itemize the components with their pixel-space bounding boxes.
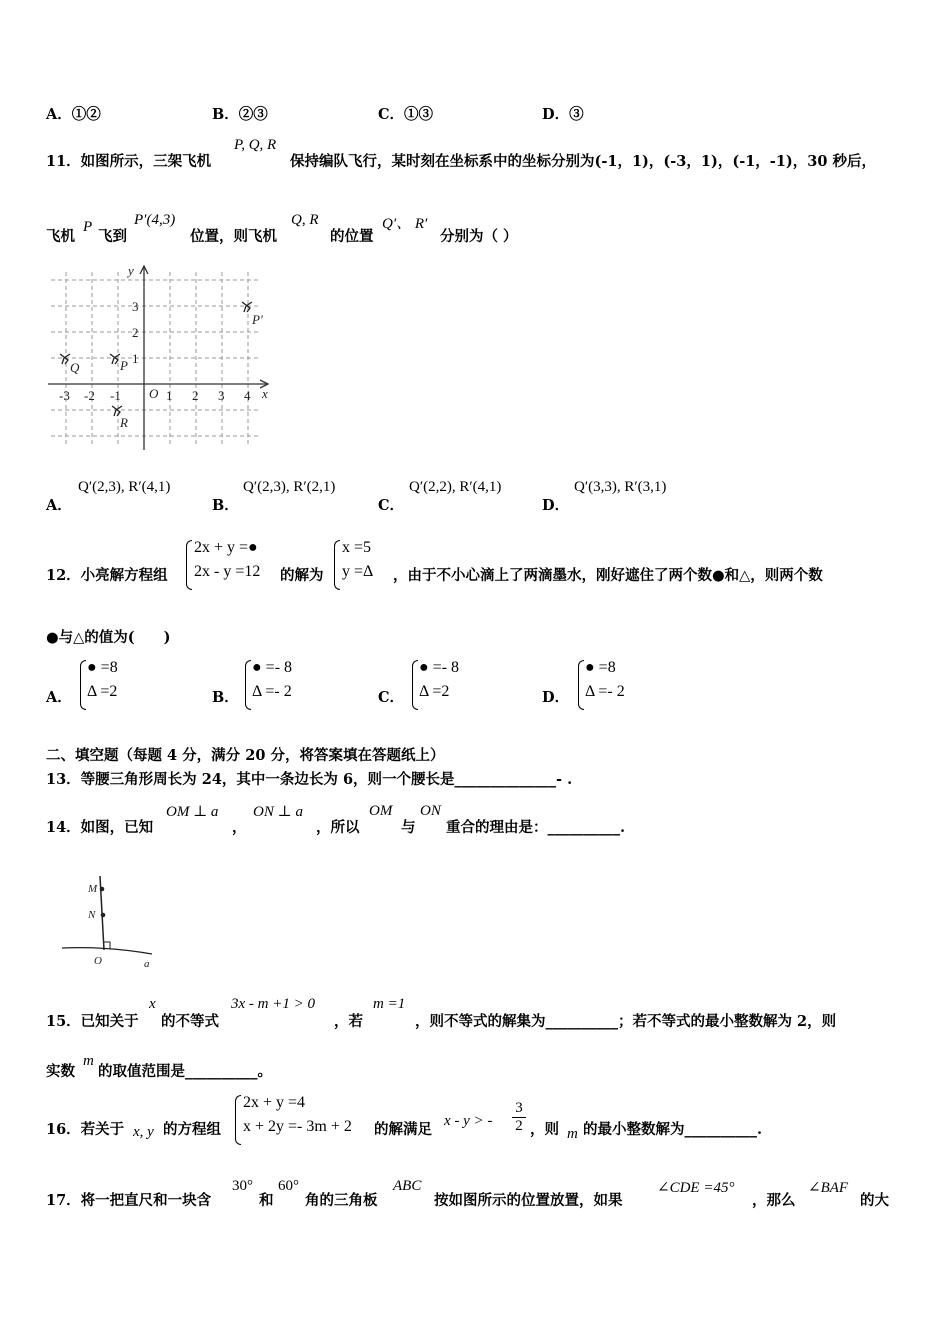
q14-om: OM (369, 803, 393, 819)
q16-denominator: 2 (512, 1117, 526, 1135)
plane-label-pprime: P′ (252, 312, 263, 327)
q12-text-c: ，由于不小心滴上了两滴墨水，刚好遮住了两个数●和△，则两个数 (393, 567, 823, 584)
q10-option-c: C．①③ (378, 106, 434, 123)
q14-figure (56, 872, 166, 972)
q12-system-brace (186, 540, 192, 590)
q12-text-a: 12．小亮解方程组 (46, 567, 168, 584)
q11-option-d-label: D． (542, 497, 570, 514)
q12-option-d-brace (578, 660, 584, 710)
q16-numerator: 3 (515, 1100, 523, 1116)
q14-comma: ， (232, 819, 247, 836)
q14-text-a: 14．如图，已知 (46, 819, 154, 836)
q16-text-e: 的最小整数解为__________. (583, 1121, 763, 1138)
q15-text-a: 15．已知关于 (46, 1013, 139, 1030)
q11-pqr: P, Q, R (234, 137, 277, 153)
q16-condition: x - y > - (444, 1113, 493, 1129)
q16-system (243, 1091, 352, 1139)
q16-eq2: x + 2y =- 3m + 2 (243, 1118, 352, 1135)
q12-eq2: 2x - y =12 (194, 563, 261, 580)
q12-option-c-row1: ● =- 8 (419, 659, 460, 676)
q16-xy: x, y (133, 1124, 154, 1140)
q17-angle-30: 30° (232, 1178, 253, 1194)
q12-option-b-row1: ● =- 8 (252, 659, 293, 676)
q11-pprime: P′(4,3) (134, 212, 176, 228)
q16-text-b: 的方程组 (163, 1121, 221, 1138)
plane-label-p: P (120, 358, 128, 373)
q17-angle-baf: ∠BAF (808, 1180, 849, 1196)
q12-option-d-label: D． (542, 689, 570, 706)
q11-option-d-value: Q′(3,3), R′(3,1) (574, 479, 667, 495)
q12-option-d-system (585, 656, 625, 704)
q11-line2-e: 分别为（ ） (440, 228, 518, 245)
q15-inequality: 3x - m +1 > 0 (231, 996, 315, 1012)
q14-on: ON (420, 803, 441, 819)
x-axis-label: x (262, 386, 268, 401)
q17-text-f: 的大 (860, 1192, 889, 1209)
section-2-heading: 二、填空题（每题 4 分，满分 20 分，将答案填在答题纸上） (46, 747, 445, 764)
q10-option-b: B．②③ (212, 106, 268, 123)
q17-text-d: 按如图所示的位置放置，如果 (434, 1192, 623, 1209)
q16-text-a: 16．若关于 (46, 1121, 125, 1138)
q15-text-f: 的取值范围是__________。 (98, 1063, 272, 1080)
q16-system-brace (235, 1095, 241, 1145)
tick-x-neg3: -3 (59, 388, 70, 403)
plane-label-q: Q (70, 360, 80, 375)
q12-option-c-brace (412, 660, 418, 710)
q16-eq1: 2x + y =4 (243, 1094, 306, 1111)
q11-line1-start: 11．如图所示，三架飞机 (46, 153, 212, 170)
q16-text-c: 的解满足 (374, 1121, 432, 1138)
q12-option-a-row2: Δ =2 (87, 683, 118, 700)
q14-om-perp-a: OM ⊥ a (166, 804, 219, 820)
q11-qr: Q, R (291, 212, 319, 228)
q14-fig-o: O (94, 955, 102, 967)
q17-text-e: ，那么 (752, 1192, 796, 1209)
q11-coordinate-graph (46, 262, 276, 452)
q12-option-d-row1: ● =8 (585, 659, 616, 676)
q15-text-b: 的不等式 (161, 1013, 219, 1030)
q11-option-c-value: Q′(2,2), R′(4,1) (409, 479, 502, 495)
q15-text-c: ，若 (334, 1013, 363, 1030)
tick-x-1: 1 (166, 388, 173, 403)
q15-m-value: m =1 (373, 996, 406, 1012)
q12-option-b-row2: Δ =- 2 (252, 683, 292, 700)
tick-y-1: 1 (132, 351, 139, 366)
q12-option-b-label: B． (212, 689, 239, 706)
q14-on-perp-a: ON ⊥ a (253, 804, 303, 820)
q17-text-a: 17．将一把直尺和一块含 (46, 1192, 212, 1209)
q12-system (194, 536, 260, 584)
q12-option-b-system (252, 656, 292, 704)
q15-x: x (149, 996, 156, 1012)
tick-y-2: 2 (132, 325, 139, 340)
q12-option-c-label: C． (378, 689, 405, 706)
q15-text-e: 实数 (46, 1063, 75, 1080)
q12-option-a-row1: ● =8 (87, 659, 118, 676)
q17-angle-60: 60° (278, 1178, 299, 1194)
q12-eq1: 2x + y =● (194, 539, 258, 556)
q17-text-c: 角的三角板 (305, 1192, 378, 1209)
tick-y-3: 3 (132, 299, 139, 314)
y-axis-label: y (128, 263, 134, 278)
tick-x-neg2: -2 (84, 388, 95, 403)
q12-option-d-row2: Δ =- 2 (585, 683, 625, 700)
tick-x-2: 2 (192, 388, 199, 403)
q11-line2-c: 位置，则飞机 (190, 228, 277, 245)
q11-option-c-label: C． (378, 497, 405, 514)
q16-text-d: ，则 (530, 1121, 559, 1138)
q11-line2-a: 飞机 (46, 228, 75, 245)
q12-solution (342, 536, 373, 584)
q11-qprime-rprime: Q′、 R′ (382, 216, 428, 232)
q14-fig-a: a (144, 958, 150, 970)
q11-line2-b: 飞到 (98, 228, 127, 245)
q11-option-b-value: Q′(2,3), R′(2,1) (243, 479, 336, 495)
q15-m: m (83, 1053, 94, 1069)
q17-text-b: 和 (259, 1192, 274, 1209)
q12-option-a-system (87, 656, 118, 704)
tick-x-3: 3 (218, 388, 225, 403)
q17-abc: ABC (393, 1178, 422, 1194)
q11-line1-end: 保持编队飞行，某时刻在坐标系中的坐标分别为(-1，1)，(-3，1)，(-1，-1)，30 秒后， (290, 153, 876, 170)
q14-fig-n: N (88, 909, 96, 921)
q16-fraction (512, 1100, 526, 1135)
q12-option-a-label: A． (46, 689, 72, 706)
q12-sol1: x =5 (342, 539, 372, 556)
q11-line2-d: 的位置 (330, 228, 374, 245)
origin-label: O (149, 386, 159, 401)
q14-text-c: 与 (401, 819, 416, 836)
q15-text-d: ，则不等式的解集为__________；若不等式的最小整数解为 2，则 (415, 1013, 837, 1030)
q13-text: 13．等腰三角形周长为 24，其中一条边长为 6，则一个腰长是______________- . (46, 771, 573, 788)
q12-option-a-brace (80, 660, 86, 710)
q12-solution-brace (334, 540, 340, 590)
q14-fig-m: M (88, 883, 98, 895)
q12-text-b: 的解为 (280, 567, 324, 584)
q17-angle-cde: ∠CDE =45° (657, 1180, 735, 1196)
q12-text-line2: ●与△的值为( ) (46, 629, 171, 646)
tick-x-4: 4 (244, 388, 251, 403)
q14-text-b: ，所以 (316, 819, 360, 836)
q14-text-d: 重合的理由是：__________. (446, 819, 626, 836)
q12-option-b-brace (245, 660, 251, 710)
plane-label-r: R (120, 415, 128, 430)
q12-option-c-system (419, 656, 459, 704)
q12-sol2: y =Δ (342, 563, 374, 580)
q12-option-c-row2: Δ =2 (419, 683, 450, 700)
q11-option-a-label: A． (46, 497, 72, 514)
q11-option-a-value: Q′(2,3), R′(4,1) (78, 479, 171, 495)
q10-option-d: D．③ (542, 106, 584, 123)
q11-option-b-label: B． (212, 497, 239, 514)
q11-p: P (83, 219, 93, 235)
q16-m: m (567, 1126, 578, 1142)
tick-x-neg1: -1 (110, 388, 121, 403)
q10-option-a: A．①② (46, 106, 101, 123)
